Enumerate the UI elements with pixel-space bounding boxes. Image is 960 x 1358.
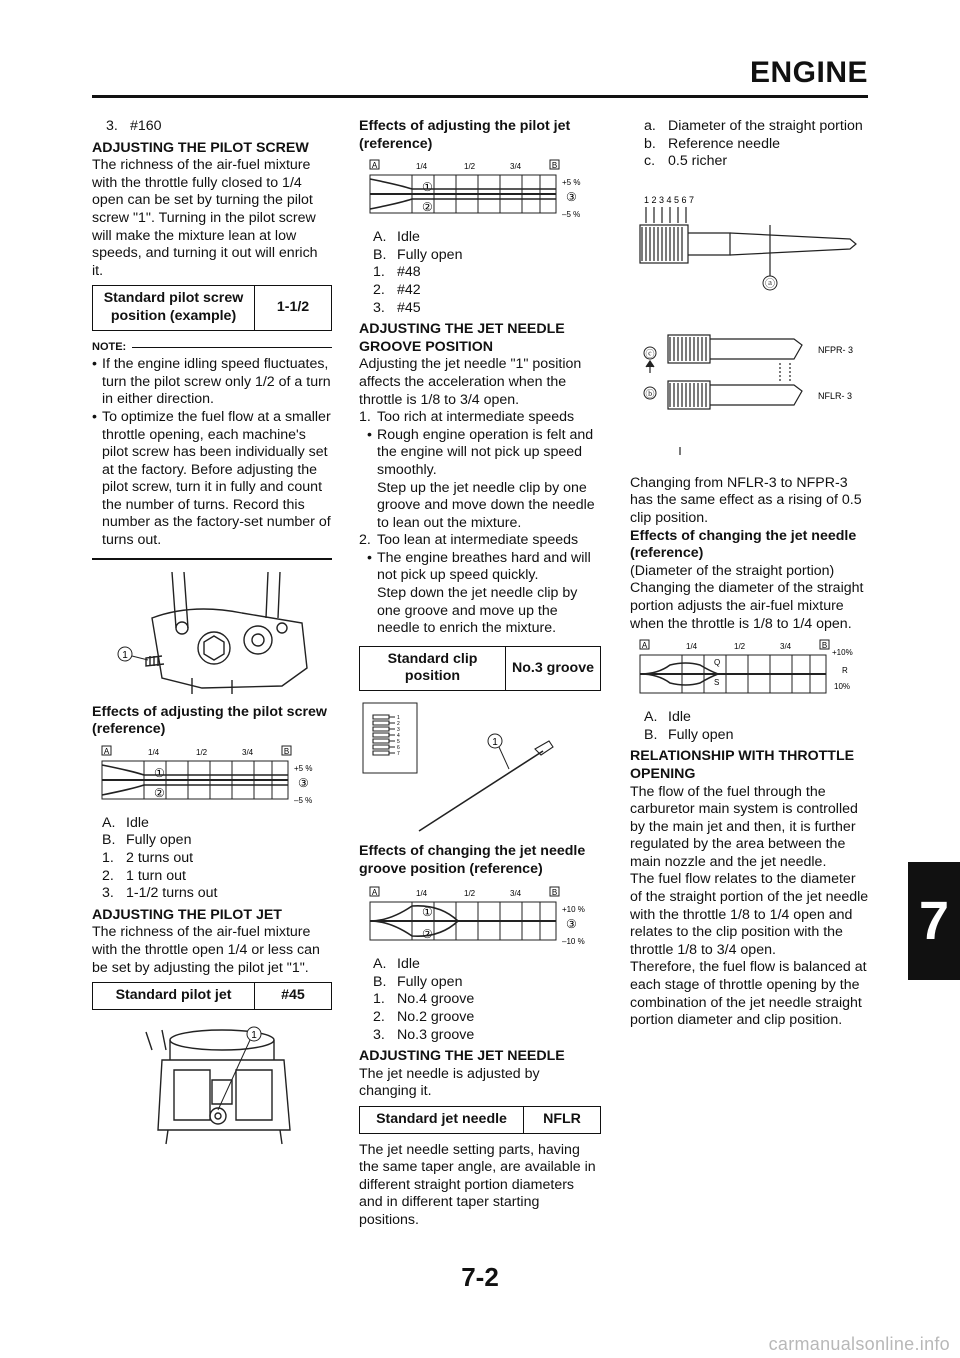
paragraph: Adjusting the jet needle "1" position affects the acceleration when the throttle is 1/8 to 3/4 open. [359, 356, 582, 408]
svg-text:+5 %: +5 % [294, 763, 313, 773]
svg-text:ⓐ: ⓐ [765, 278, 775, 290]
section-heading: ADJUSTING THE JET NEEDLE GROOVE POSITION [359, 321, 565, 355]
section-heading: Effects of adjusting the pilot jet (reference) [359, 118, 571, 152]
list-bullet: • Rough engine operation is felt and the engine will not pick up speed smoothly. [367, 426, 594, 478]
svg-text:B: B [283, 746, 290, 756]
section-heading: Effects of adjusting the pilot screw (reference) [92, 703, 327, 738]
legend: A. Idle B. Fully open 1. 2 turns out 2. 1 turn out 3. 1-1/2 turns out [102, 814, 218, 902]
svg-text:+5 %: +5 % [562, 178, 581, 188]
column-1 [92, 118, 332, 1148]
paragraph: The jet needle is adjusted by changing it. [359, 1065, 540, 1100]
paragraph: (Diameter of the straight portion) Changing the diameter of the straight portion adjusts the air-fuel mixture when the throttle is 1/8 to 1/4 open. [630, 562, 864, 632]
svg-text:ⓒ: ⓒ [645, 348, 655, 359]
list-item: 2. Too lean at intermediate speeds [359, 532, 579, 549]
svg-text:10%: 10% [834, 682, 851, 692]
paragraph: Step up the jet needle clip by one groove and move down the needle to lean out the mixture. [377, 479, 595, 531]
legend: A. Idle B. Fully open 1. No.4 groove 2. No.2 groove 3. No.3 groove [373, 956, 475, 1043]
svg-text:1: 1 [251, 1029, 257, 1041]
chapter-tab: 7 [908, 862, 960, 980]
groove-effect-chart [359, 884, 601, 956]
spec-table: Standard jet needle NFLR [359, 1106, 601, 1134]
svg-text:–5 %: –5 % [294, 795, 313, 805]
svg-text:–5 %: –5 % [562, 210, 581, 220]
svg-text:3/4: 3/4 [242, 747, 254, 757]
svg-text:3: 3 [397, 727, 400, 734]
page-number: 7-2 [461, 1262, 499, 1292]
svg-text:③: ③ [298, 775, 309, 790]
spec-table: Standard pilot screw position (example) 1-1/2 [92, 285, 332, 330]
carburetor-pilot-screw-illustration [92, 568, 332, 698]
spec-table: Standard pilot jet #45 [92, 982, 332, 1010]
svg-text:1/2: 1/2 [464, 889, 476, 899]
callout-label: 1 [122, 649, 128, 661]
carburetor-pilot-jet-illustration [92, 1020, 332, 1148]
svg-text:NFPR- 3: NFPR- 3 [818, 344, 854, 355]
note-bullet: • To optimize the fuel flow at a smaller throttle opening, each machine's pilot screw has been individually set at the factory. Before adjusting the pilot screw, turn it in fully and count the number of turns. Record this number as the factory-set number of turns out. [92, 408, 331, 549]
svg-text:1 2 3 4 5 6 7: 1 2 3 4 5 6 7 [644, 194, 695, 205]
svg-text:R: R [842, 666, 848, 676]
paragraph: The jet needle setting parts, having the same taper angle, are available in different straight portion diameters and in different taper starting positions. [359, 1141, 596, 1228]
svg-text:2: 2 [397, 721, 400, 728]
svg-text:+10%: +10% [832, 648, 853, 658]
svg-text:1/4: 1/4 [416, 889, 428, 899]
svg-text:1/4: 1/4 [686, 642, 698, 652]
svg-text:B: B [821, 641, 828, 651]
svg-text:②: ② [154, 785, 165, 800]
page-title: ENGINE [749, 56, 868, 89]
column-3 [630, 118, 870, 1030]
svg-text:A: A [371, 161, 378, 171]
svg-text:3/4: 3/4 [780, 642, 792, 652]
paragraph: The richness of the air-fuel mixture with the throttle open 1/4 or less can be set by adjusting the pilot jet "1". [92, 924, 320, 976]
svg-text:B: B [551, 161, 558, 171]
svg-text:1: 1 [492, 737, 498, 749]
svg-text:①: ① [422, 905, 433, 920]
note-end-rule [92, 558, 332, 560]
svg-text:1/4: 1/4 [148, 747, 160, 757]
legend: A. Idle B. Fully open 1. #48 2. #42 3. #45 [373, 229, 463, 316]
svg-text:4: 4 [397, 733, 400, 740]
needle-diameter-illustration [630, 187, 870, 467]
svg-text:S: S [714, 678, 720, 688]
pilot-jet-effect-chart [359, 157, 601, 229]
svg-text:+10 %: +10 % [562, 905, 585, 915]
legend: A. Idle B. Fully open [644, 709, 734, 743]
svg-text:5: 5 [397, 739, 400, 746]
svg-text:3/4: 3/4 [510, 889, 522, 899]
svg-text:1/2: 1/2 [196, 747, 208, 757]
header-rule [92, 95, 868, 98]
legend: a. Diameter of the straight portion b. Reference needle c. 0.5 richer [644, 118, 863, 170]
section-heading: Effects of changing the jet needle (reference) [630, 527, 857, 562]
section-heading: RELATIONSHIP WITH THROTTLE OPENING [630, 748, 855, 782]
svg-text:1/2: 1/2 [734, 642, 746, 652]
list-item: 3. #160 [106, 118, 162, 134]
svg-text:①: ① [154, 765, 165, 780]
section-heading: Effects of changing the jet needle groove position (reference) [359, 843, 586, 877]
svg-text:②: ② [422, 927, 433, 942]
svg-text:B: B [551, 888, 558, 898]
svg-text:1: 1 [397, 715, 400, 722]
svg-text:③: ③ [566, 917, 577, 932]
list-bullet: • The engine breathes hard and will not pick up speed quickly. [367, 549, 591, 584]
paragraph: The flow of the fuel through the carburetor main system is controlled by the main jet and then, it is further regulated by the area between the main nozzle and the jet needle. [630, 783, 858, 870]
section-heading: ADJUSTING THE PILOT JET [92, 906, 282, 923]
svg-text:A: A [103, 746, 110, 756]
pilot-screw-effect-chart [92, 743, 332, 815]
svg-text:A: A [641, 641, 648, 651]
paragraph: The fuel flow relates to the diameter of the straight portion of the jet needle with the throttle 1/8 to 1/4 open and relates to the clip position with the throttle 1/8 to 3/4 open. [630, 871, 869, 958]
svg-text:6: 6 [397, 745, 400, 752]
paragraph: The richness of the air-fuel mixture with the throttle fully closed to 1/4 open can be set by turning the pilot screw "1". Turning in the pilot screw will make the mixture lean at low speeds, and turning it out will enrich it. [92, 157, 318, 279]
note-heading: NOTE: [92, 339, 332, 357]
watermark: carmanualsonline.info [768, 1334, 950, 1354]
svg-text:–10 %: –10 % [562, 937, 585, 947]
paragraph: Changing from NFLR-3 to NFPR-3 has the same effect as a rising of 0.5 clip position. [630, 474, 862, 526]
section-heading: ADJUSTING THE JET NEEDLE [359, 1048, 565, 1065]
svg-text:Q: Q [714, 658, 721, 668]
svg-text:3/4: 3/4 [510, 162, 522, 172]
column-2 [359, 118, 601, 1230]
svg-text:1/2: 1/2 [464, 162, 476, 172]
list-item: 1. Too rich at intermediate speeds [359, 409, 575, 426]
svg-text:①: ① [422, 180, 433, 195]
svg-text:②: ② [422, 200, 433, 215]
needle-diameter-effect-chart [630, 637, 870, 709]
spec-table: Standard clip position No.3 groove [359, 646, 601, 691]
svg-text:ⓑ: ⓑ [645, 388, 655, 399]
svg-text:7: 7 [397, 751, 400, 758]
note-bullet: • If the engine idling speed fluctuates, turn the pilot screw only 1/2 of a turn in either direction. [92, 356, 331, 408]
paragraph: Step down the jet needle clip by one groove and move up the needle to enrich the mixture. [377, 585, 578, 637]
svg-text:NFLR- 3: NFLR- 3 [818, 390, 853, 401]
paragraph: Therefore, the fuel flow is balanced at each stage of throttle opening by the combination of the jet needle straight portion diameter and clip position. [630, 959, 867, 1029]
svg-text:③: ③ [566, 190, 577, 205]
svg-text:A: A [371, 888, 378, 898]
jet-needle-illustration [359, 699, 601, 837]
svg-text:1/4: 1/4 [416, 162, 428, 172]
section-heading: ADJUSTING THE PILOT SCREW [92, 139, 309, 156]
